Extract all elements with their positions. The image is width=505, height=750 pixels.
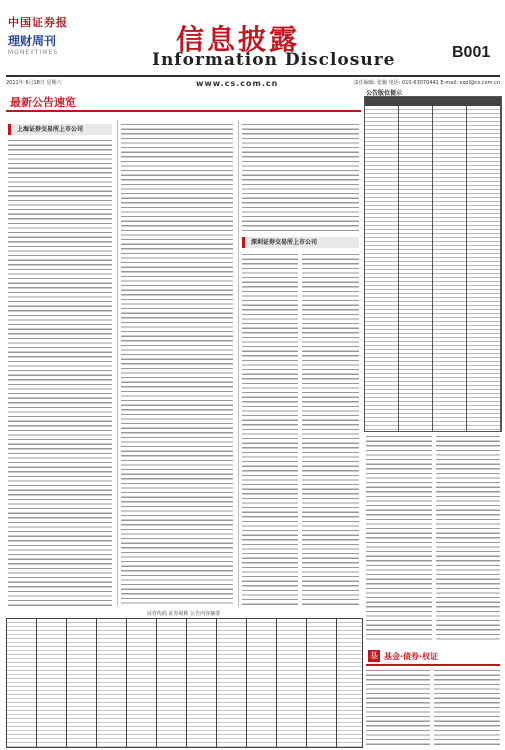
text-column-1: [8, 138, 112, 606]
fund-tag-icon: 基: [370, 651, 378, 660]
text-column-fund-a: [366, 668, 430, 746]
info-bar: [6, 75, 500, 87]
text-column-2: [121, 122, 233, 606]
section-title-fund: 基金·债券·权证: [384, 652, 439, 661]
text-column-4a: [366, 434, 432, 642]
logo-line-2: 理财周刊: [8, 34, 57, 48]
notice-index-table: [364, 96, 502, 432]
section-tag-shanghai: [8, 124, 112, 135]
section-tag-shenzhen-label: 深圳证券交易所上市公司: [251, 239, 318, 246]
editor-info: 责任编辑: 张颖 电话: 010-63070441 E-mail: xxpl@cs.com.cn: [353, 80, 500, 86]
logo-line-3: MONEYTIMES: [8, 49, 59, 56]
notice-index-table-header: [365, 97, 501, 106]
section-tag-shenzhen: [242, 237, 359, 248]
issue-date: 2011年 6月18日 星期六: [6, 80, 62, 86]
table-title-label: 公告版位提示: [366, 90, 403, 97]
newspaper-logo: [8, 14, 80, 56]
page-title-chinese: 信息披露: [176, 23, 301, 56]
page-title-english: Information Disclosure: [152, 50, 396, 70]
masthead: [0, 0, 505, 74]
section-header-latest: [6, 92, 361, 112]
bottom-data-table: [6, 618, 363, 748]
text-column-fund-b: [434, 668, 500, 746]
section-tag-shanghai-label: 上海证券交易所上市公司: [17, 126, 84, 133]
text-column-3a: [242, 252, 298, 606]
section-header-fund: [366, 648, 500, 666]
logo-line-1: 中国证券报: [8, 16, 68, 29]
bottom-table-caption: 证券代码 证券简称 公告内容摘要: [146, 611, 221, 617]
text-column-4b: [436, 434, 500, 642]
website-link[interactable]: www.cs.com.cn: [196, 79, 279, 88]
text-column-3-top: [242, 122, 359, 234]
page-code: B001: [452, 44, 491, 61]
text-column-3b: [302, 252, 359, 606]
section-title-latest: 最新公告速览: [10, 96, 76, 109]
